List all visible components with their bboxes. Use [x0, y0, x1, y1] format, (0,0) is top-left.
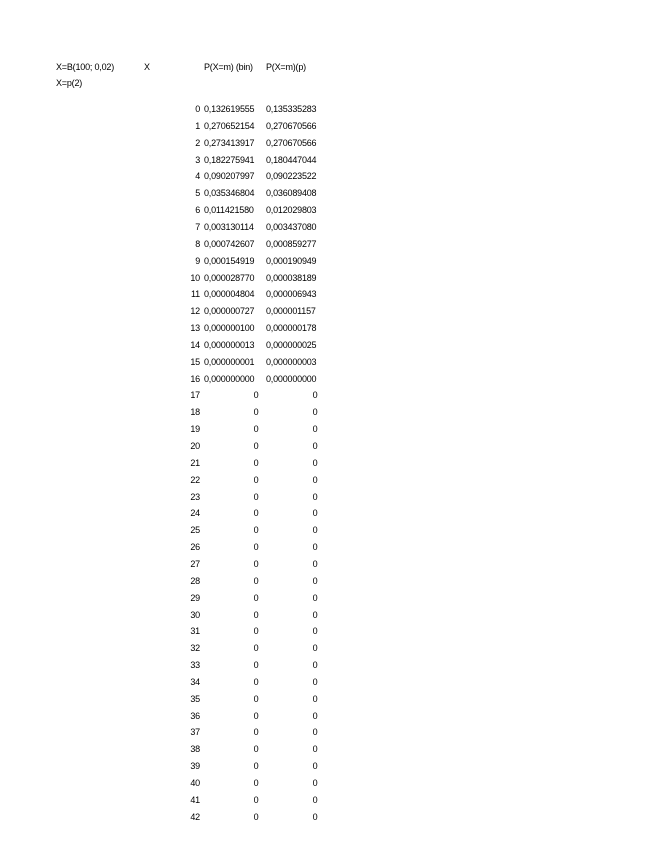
row-m-value: 4 [195, 171, 200, 181]
row-binomial-probability: 0,270652154 [204, 121, 255, 131]
row-m-value: 24 [190, 508, 200, 518]
row-poisson-probability: 0,270670566 [266, 138, 317, 148]
row-binomial-probability: 0 [253, 626, 259, 636]
row-poisson-probability: 0,000000025 [266, 340, 317, 350]
row-poisson-probability: 0 [312, 475, 318, 485]
row-poisson-probability: 0 [312, 660, 318, 670]
row-poisson-probability: 0 [312, 458, 318, 468]
row-binomial-probability: 0,000742607 [204, 239, 255, 249]
row-poisson-probability: 0 [312, 576, 318, 586]
row-binomial-probability: 0 [253, 643, 259, 653]
poisson-label: X=p(2) [56, 78, 83, 88]
row-binomial-probability: 0 [253, 475, 259, 485]
row-poisson-probability: 0 [312, 492, 318, 502]
poisson-probability-header: P(X=m)(p) [266, 62, 306, 72]
row-m-value: 37 [190, 727, 200, 737]
distribution-label: X=B(100; 0,02) [56, 62, 114, 72]
row-poisson-probability: 0 [312, 761, 318, 771]
row-binomial-probability: 0 [253, 441, 259, 451]
binomial-probability-header: P(X=m) (bin) [204, 62, 253, 72]
row-m-value: 21 [190, 458, 200, 468]
row-binomial-probability: 0 [253, 694, 259, 704]
row-poisson-probability: 0 [312, 812, 318, 822]
row-m-value: 42 [190, 812, 200, 822]
row-binomial-probability: 0,035346804 [204, 188, 255, 198]
row-m-value: 16 [190, 374, 200, 384]
row-binomial-probability: 0,182275941 [204, 155, 255, 165]
row-m-value: 7 [195, 222, 200, 232]
row-m-value: 8 [195, 239, 200, 249]
row-poisson-probability: 0,000006943 [266, 289, 317, 299]
row-m-value: 12 [190, 306, 200, 316]
row-poisson-probability: 0,000000000 [266, 374, 317, 384]
row-m-value: 26 [190, 542, 200, 552]
row-m-value: 35 [190, 694, 200, 704]
row-binomial-probability: 0,000000100 [204, 323, 255, 333]
row-binomial-probability: 0 [253, 508, 259, 518]
row-m-value: 5 [195, 188, 200, 198]
row-m-value: 9 [195, 256, 200, 266]
row-binomial-probability: 0 [253, 727, 259, 737]
row-binomial-probability: 0 [253, 711, 259, 721]
row-poisson-probability: 0 [312, 694, 318, 704]
row-binomial-probability: 0 [253, 795, 259, 805]
row-m-value: 30 [190, 610, 200, 620]
row-binomial-probability: 0,000028770 [204, 273, 255, 283]
row-poisson-probability: 0,000000003 [266, 357, 317, 367]
row-m-value: 27 [190, 559, 200, 569]
row-m-value: 3 [195, 155, 200, 165]
row-binomial-probability: 0 [253, 390, 259, 400]
row-m-value: 39 [190, 761, 200, 771]
row-m-value: 1 [195, 121, 200, 131]
row-poisson-probability: 0 [312, 424, 318, 434]
row-m-value: 23 [190, 492, 200, 502]
row-poisson-probability: 0 [312, 441, 318, 451]
row-poisson-probability: 0 [312, 559, 318, 569]
row-m-value: 29 [190, 593, 200, 603]
row-m-value: 38 [190, 744, 200, 754]
row-poisson-probability: 0 [312, 626, 318, 636]
row-m-value: 15 [190, 357, 200, 367]
row-poisson-probability: 0,000859277 [266, 239, 317, 249]
row-binomial-probability: 0 [253, 677, 259, 687]
row-m-value: 41 [190, 795, 200, 805]
row-poisson-probability: 0,135335283 [266, 104, 317, 114]
row-poisson-probability: 0,000001157 [266, 306, 316, 316]
row-binomial-probability: 0 [253, 458, 259, 468]
row-binomial-probability: 0,273413917 [204, 138, 255, 148]
row-m-value: 0 [195, 104, 200, 114]
row-m-value: 11 [191, 289, 200, 299]
row-poisson-probability: 0 [312, 542, 318, 552]
row-poisson-probability: 0 [312, 508, 318, 518]
row-binomial-probability: 0,003130114 [204, 222, 254, 232]
row-binomial-probability: 0 [253, 424, 259, 434]
row-binomial-probability: 0 [253, 812, 259, 822]
row-binomial-probability: 0,000004804 [204, 289, 255, 299]
row-m-value: 10 [190, 273, 200, 283]
row-m-value: 13 [190, 323, 200, 333]
row-poisson-probability: 0 [312, 727, 318, 737]
row-m-value: 14 [190, 340, 200, 350]
row-poisson-probability: 0,270670566 [266, 121, 317, 131]
row-m-value: 40 [190, 778, 200, 788]
row-binomial-probability: 0,000000000 [204, 374, 255, 384]
row-binomial-probability: 0,011421580 [204, 205, 254, 215]
row-poisson-probability: 0,000190949 [266, 256, 317, 266]
row-poisson-probability: 0 [312, 778, 318, 788]
row-binomial-probability: 0,000000001 [204, 357, 255, 367]
row-binomial-probability: 0 [253, 525, 259, 535]
row-m-value: 20 [190, 441, 200, 451]
row-m-value: 25 [190, 525, 200, 535]
row-poisson-probability: 0 [312, 525, 318, 535]
row-poisson-probability: 0,000000178 [266, 323, 317, 333]
row-poisson-probability: 0 [312, 390, 318, 400]
row-m-value: 33 [190, 660, 200, 670]
row-binomial-probability: 0 [253, 407, 259, 417]
row-binomial-probability: 0,132619555 [204, 104, 255, 114]
row-poisson-probability: 0 [312, 744, 318, 754]
row-poisson-probability: 0,012029803 [266, 205, 317, 215]
row-binomial-probability: 0 [253, 744, 259, 754]
row-m-value: 36 [190, 711, 200, 721]
row-poisson-probability: 0 [312, 643, 318, 653]
row-binomial-probability: 0 [253, 660, 259, 670]
row-m-value: 18 [190, 407, 200, 417]
row-m-value: 28 [190, 576, 200, 586]
row-binomial-probability: 0 [253, 559, 259, 569]
row-m-value: 22 [190, 475, 200, 485]
row-poisson-probability: 0 [312, 610, 318, 620]
row-binomial-probability: 0,000000727 [204, 306, 255, 316]
row-poisson-probability: 0 [312, 677, 318, 687]
row-poisson-probability: 0 [312, 407, 318, 417]
row-m-value: 19 [190, 424, 200, 434]
row-poisson-probability: 0,090223522 [266, 171, 317, 181]
row-binomial-probability: 0,090207997 [204, 171, 255, 181]
row-binomial-probability: 0 [253, 610, 259, 620]
row-poisson-probability: 0,180447044 [266, 155, 317, 165]
row-poisson-probability: 0,036089408 [266, 188, 317, 198]
row-poisson-probability: 0 [312, 711, 318, 721]
row-poisson-probability: 0,000038189 [266, 273, 317, 283]
row-poisson-probability: 0,003437080 [266, 222, 317, 232]
row-m-value: 6 [195, 205, 200, 215]
row-binomial-probability: 0 [253, 761, 259, 771]
row-binomial-probability: 0 [253, 542, 259, 552]
row-binomial-probability: 0 [253, 778, 259, 788]
row-m-value: 2 [195, 138, 200, 148]
x-column-header: X [144, 62, 150, 72]
row-m-value: 34 [190, 677, 200, 687]
row-m-value: 32 [190, 643, 200, 653]
row-binomial-probability: 0 [253, 593, 259, 603]
row-m-value: 31 [190, 626, 200, 636]
row-binomial-probability: 0,000000013 [204, 340, 255, 350]
row-binomial-probability: 0,000154919 [204, 256, 255, 266]
row-m-value: 17 [190, 390, 200, 400]
row-binomial-probability: 0 [253, 576, 259, 586]
row-binomial-probability: 0 [253, 492, 259, 502]
row-poisson-probability: 0 [312, 593, 318, 603]
row-poisson-probability: 0 [312, 795, 318, 805]
